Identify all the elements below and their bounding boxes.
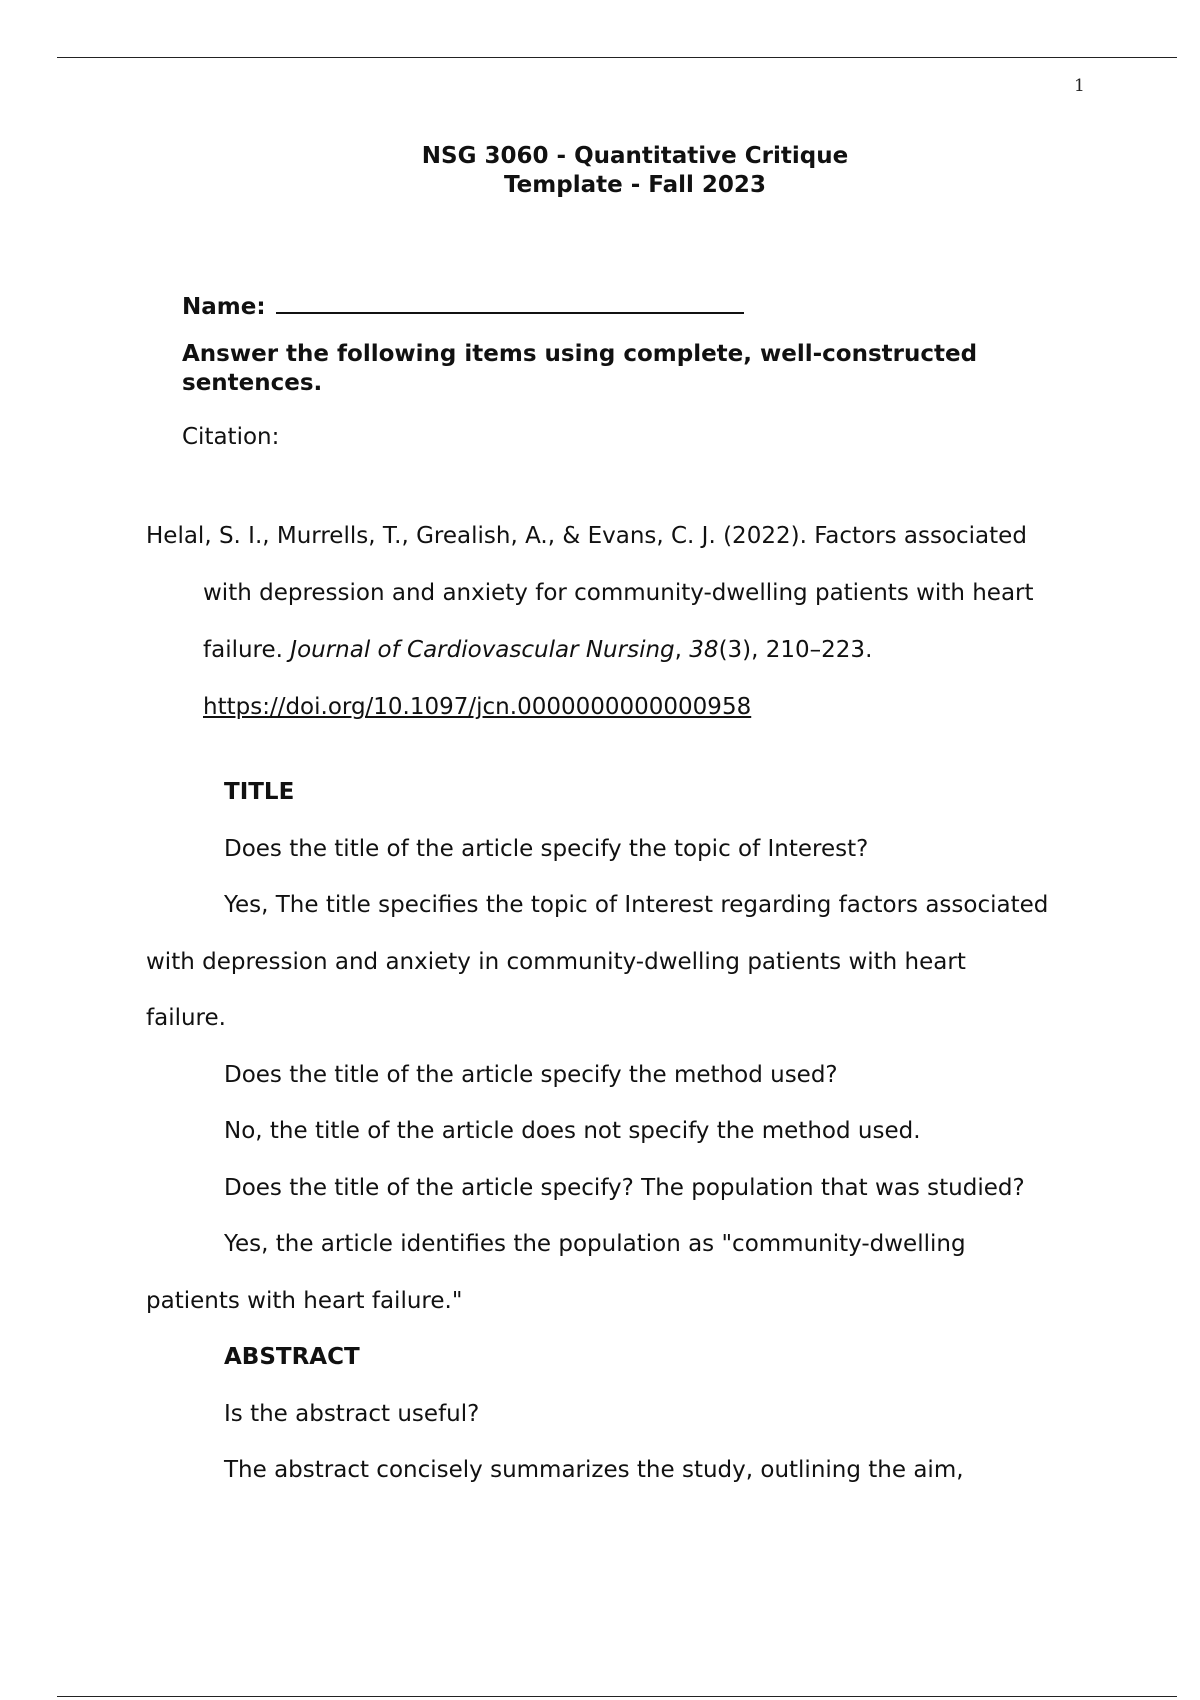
critique-body (146, 764, 1106, 1499)
question-method: Does the title of the article specify the method used? (224, 1061, 838, 1088)
answer-population-line-1: Yes, the article identifies the population as "community-dwelling (224, 1231, 966, 1257)
reference-line-1: Helal, S. I., Murrells, T., Grealish, A., & Evans, C. J. (2022). Factors associated (146, 523, 1027, 549)
title-section-heading: TITLE (224, 779, 295, 805)
journal-volume: 38 (689, 637, 719, 663)
reference-entry (146, 508, 1086, 736)
top-rule (57, 57, 1177, 58)
name-field[interactable] (276, 282, 744, 314)
name-row (182, 282, 744, 320)
question-abstract: Is the abstract useful? (224, 1400, 480, 1427)
question-population: Does the title of the article specify? The population that was studied? (224, 1174, 1025, 1201)
doi-link[interactable]: https://doi.org/10.1097/jcn.0000000000000958 (203, 694, 752, 720)
question-topic: Does the title of the article specify the topic of Interest? (224, 835, 869, 862)
instructions-line-2: sentences. (182, 370, 323, 396)
answer-population-line-2: patients with heart failure." (146, 1287, 463, 1314)
bottom-rule (57, 1696, 1177, 1697)
answer-topic-line-3: failure. (146, 1005, 226, 1031)
issue-pages: (3), 210–223. (718, 637, 873, 663)
reference-failure: failure. (203, 637, 291, 663)
instructions (182, 340, 1062, 398)
reference-line-2: with depression and anxiety for community-dwelling patients with heart (203, 580, 1034, 606)
title-line-1: NSG 3060 - Quantitative Critique (421, 143, 849, 169)
abstract-section-heading: ABSTRACT (224, 1344, 360, 1370)
reference-line-3 (146, 622, 1086, 679)
answer-topic-line-2: with depression and anxiety in community-dwelling patients with heart (146, 948, 966, 975)
name-label: Name: (182, 294, 266, 320)
answer-abstract-line-1: The abstract concisely summarizes the study, outlining the aim, (224, 1457, 964, 1483)
document-title (250, 142, 1020, 200)
title-line-2: Template - Fall 2023 (504, 172, 766, 198)
journal-name: Journal of Cardiovascular Nursing (290, 637, 675, 663)
answer-method: No, the title of the article does not specify the method used. (224, 1118, 921, 1144)
answer-topic-line-1: Yes, The title specifies the topic of Interest regarding factors associated (224, 892, 1049, 918)
reference-sep: , (674, 637, 690, 663)
citation-label: Citation: (182, 424, 280, 450)
instructions-line-1: Answer the following items using complete, well-constructed (182, 341, 978, 367)
reference-line-4 (146, 679, 1086, 736)
page-number: 1 (1074, 76, 1085, 96)
